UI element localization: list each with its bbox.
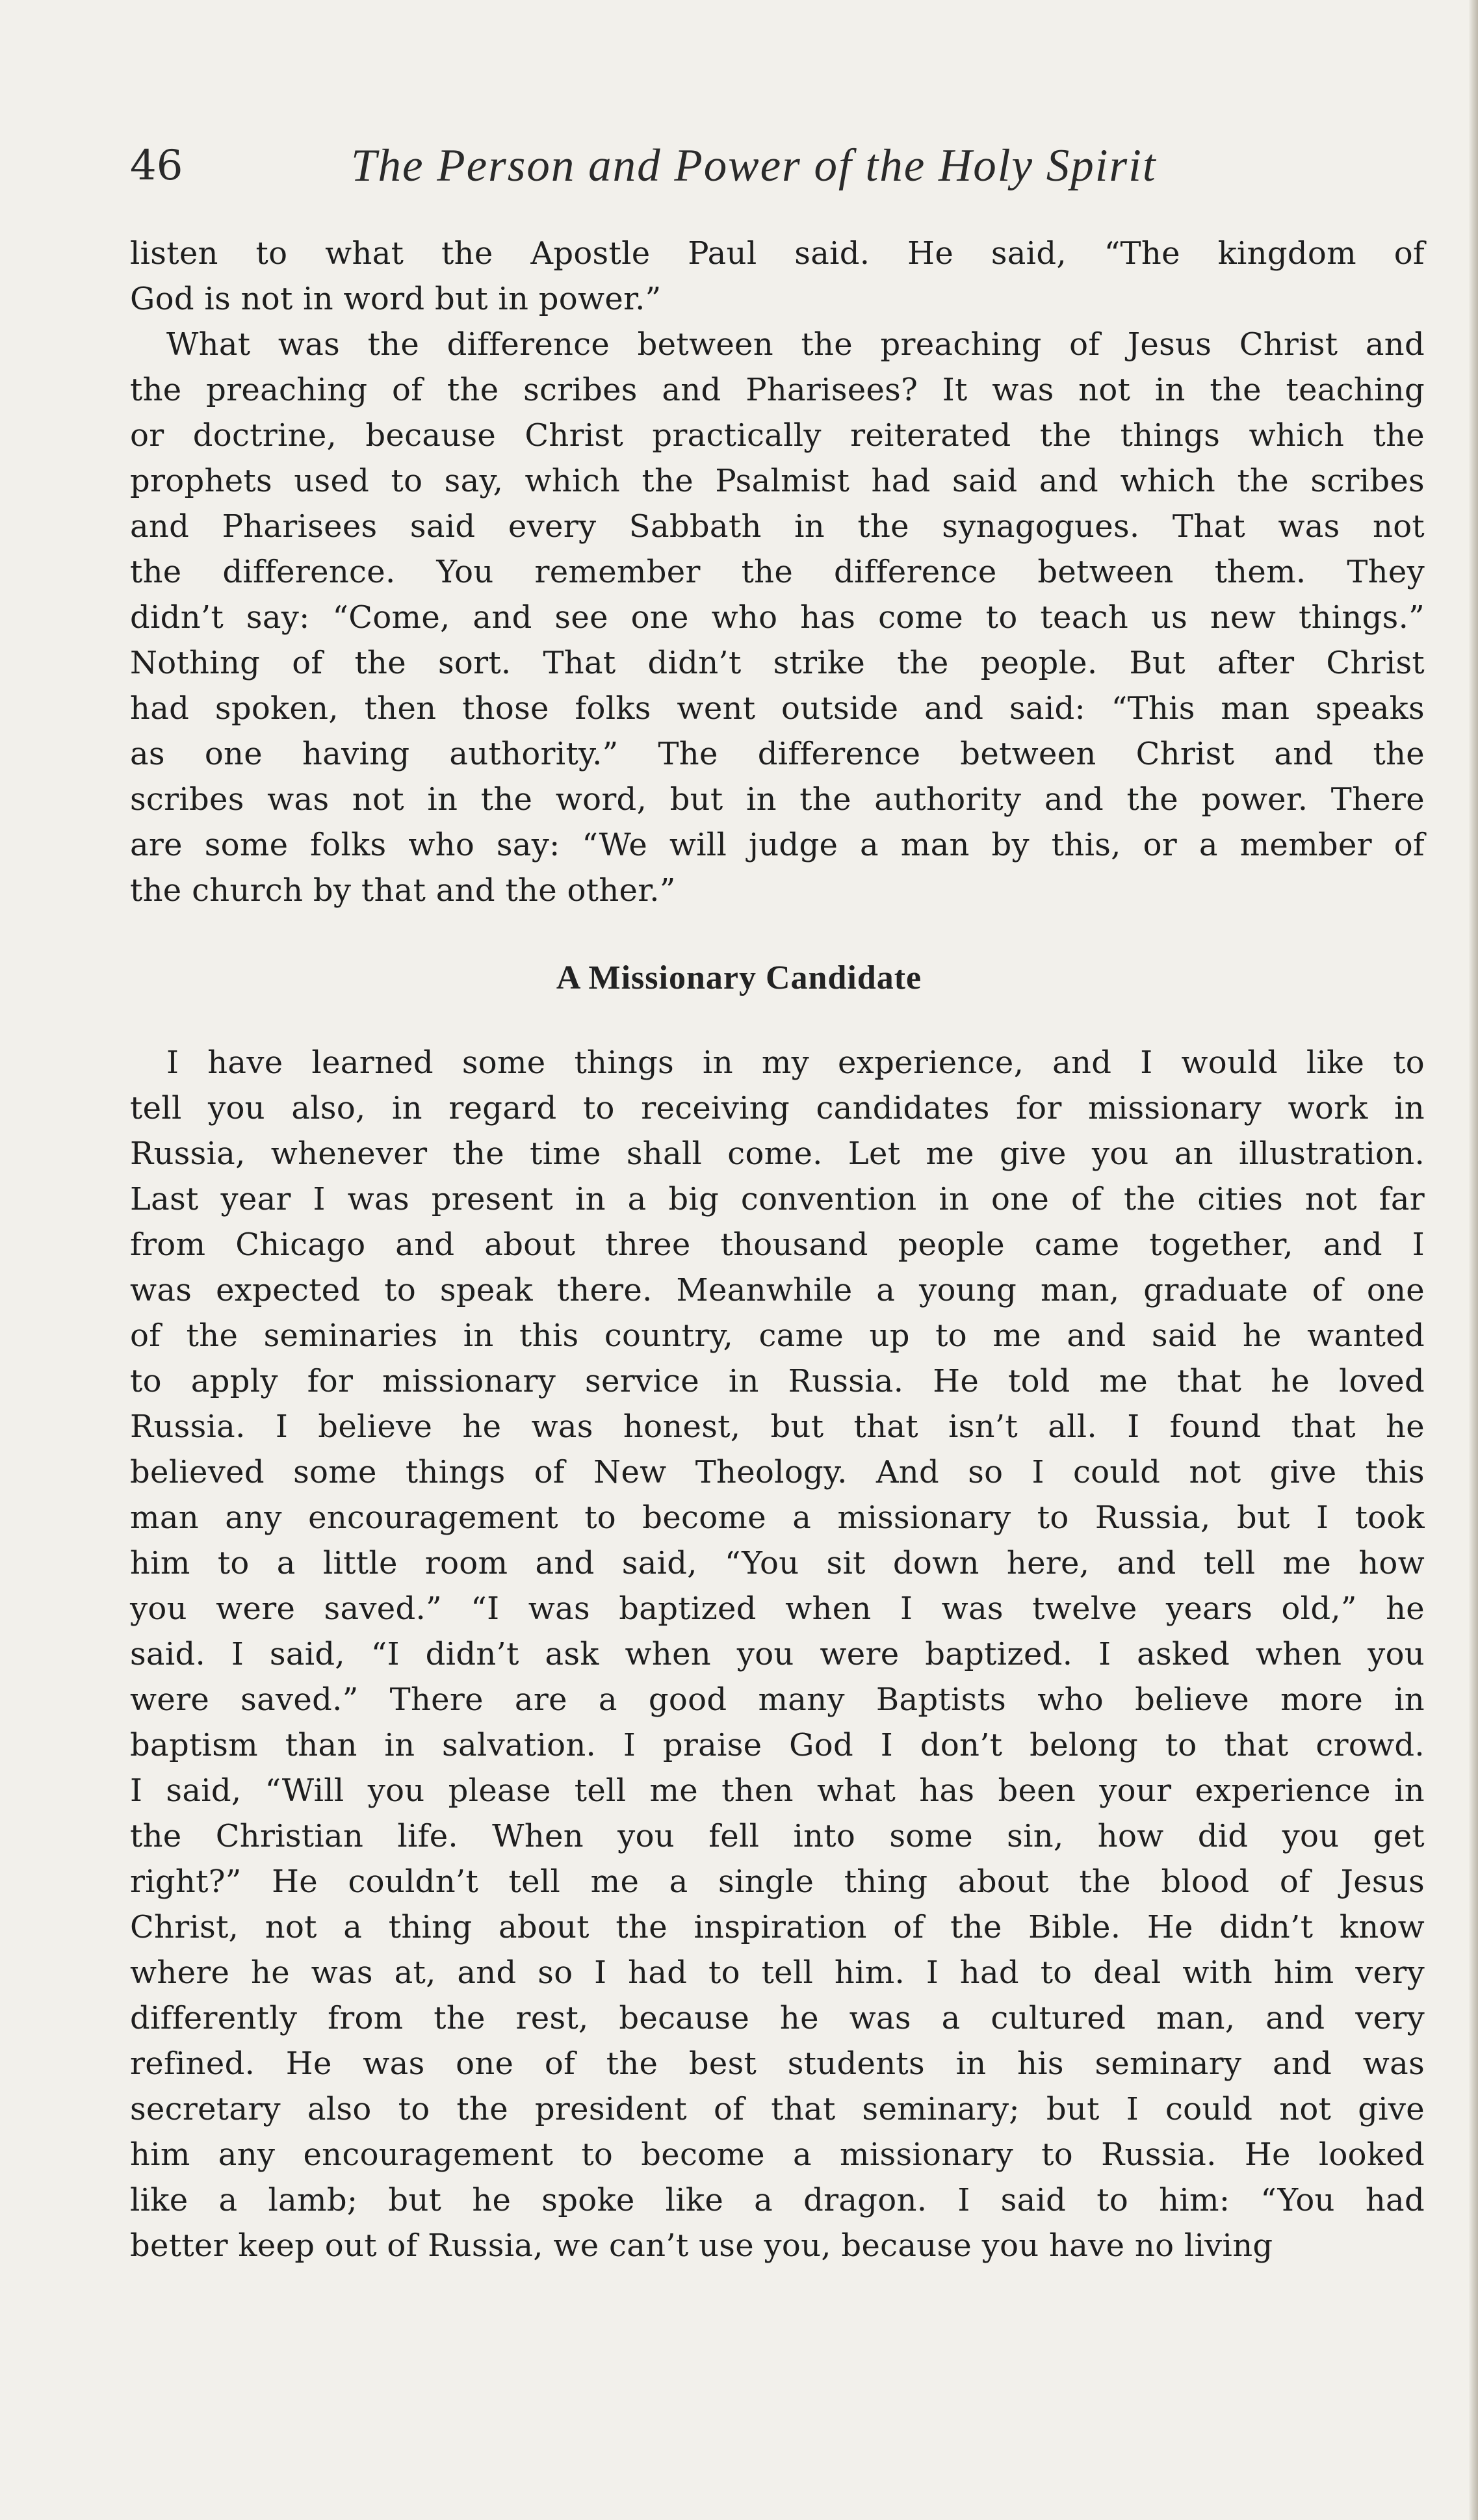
- text-line: differently from the rest, because he was a cultured man, and very: [130, 2000, 1425, 2036]
- text-line: prophets used to say, which the Psalmist had said and which the scribes: [130, 463, 1425, 499]
- paragraph: [130, 1040, 1425, 2268]
- text-line: I have learned some things in my experience, and I would like to: [166, 1045, 1425, 1081]
- text-line: you were saved.” “I was baptized when I was twelve years old,” he: [130, 1591, 1425, 1627]
- page-number: 46: [130, 142, 183, 190]
- text-line: are some folks who say: “We will judge a man by this, or a member of: [130, 827, 1425, 863]
- text-line: God is not in word but in power.”: [130, 281, 662, 317]
- text-line: had spoken, then those folks went outside and said: “This man speaks: [130, 690, 1425, 727]
- text-line: of the seminaries in this country, came up to me and said he wanted: [130, 1318, 1425, 1354]
- text-line: like a lamb; but he spoke like a dragon. I said to him: “You had: [130, 2182, 1425, 2218]
- text-line: the Christian life. When you fell into some sin, how did you get: [130, 1818, 1425, 1854]
- text-line: the difference. You remember the difference between them. They: [130, 554, 1425, 590]
- text-line: listen to what the Apostle Paul said. He said, “The kingdom of: [130, 235, 1425, 272]
- text-line: said. I said, “I didn’t ask when you were baptized. I asked when you: [130, 1636, 1425, 1672]
- text-line: What was the difference between the preaching of Jesus Christ and: [166, 326, 1425, 363]
- paragraph: [130, 231, 1425, 322]
- text-line: Christ, not a thing about the inspiration of the Bible. He didn’t know: [130, 1909, 1425, 1945]
- text-line: where he was at, and so I had to tell him. I had to deal with him very: [130, 1955, 1425, 1991]
- text-line: better keep out of Russia, we can’t use you, because you have no living: [130, 2228, 1273, 2264]
- text-line: the church by that and the other.”: [130, 872, 676, 909]
- body-text-after-heading: [130, 1040, 1425, 2268]
- text-line: to apply for missionary service in Russia. He told me that he loved: [130, 1363, 1425, 1399]
- text-line: refined. He was one of the best students in his seminary and was: [130, 2046, 1425, 2082]
- text-line: him any encouragement to become a missionary to Russia. He looked: [130, 2137, 1425, 2173]
- text-line: I said, “Will you please tell me then what has been your experience in: [130, 1773, 1425, 1809]
- text-line: from Chicago and about three thousand people came together, and I: [130, 1227, 1425, 1263]
- text-line: man any encouragement to become a missionary to Russia, but I took: [130, 1500, 1425, 1536]
- text-line: right?” He couldn’t tell me a single thing about the blood of Jesus: [130, 1864, 1425, 1900]
- running-title: The Person and Power of the Holy Spirit: [351, 140, 1157, 191]
- text-line: Last year I was present in a big convention in one of the cities not far: [130, 1181, 1425, 1217]
- paragraph: [130, 322, 1425, 913]
- text-line: Nothing of the sort. That didn’t strike the people. But after Christ: [130, 645, 1425, 681]
- text-line: baptism than in salvation. I praise God I don’t belong to that crowd.: [130, 1727, 1425, 1763]
- text-line: the preaching of the scribes and Pharisees? It was not in the teaching: [130, 372, 1425, 408]
- text-line: tell you also, in regard to receiving candidates for missionary work in: [130, 1090, 1425, 1126]
- text-line: didn’t say: “Come, and see one who has come to teach us new things.”: [130, 599, 1425, 636]
- text-line: and Pharisees said every Sabbath in the synagogues. That was not: [130, 508, 1425, 545]
- body-text-before-heading: [130, 231, 1425, 913]
- text-line: were saved.” There are a good many Baptists who believe more in: [130, 1682, 1425, 1718]
- text-line: was expected to speak there. Meanwhile a young man, graduate of one: [130, 1272, 1425, 1308]
- text-line: scribes was not in the word, but in the authority and the power. There: [130, 781, 1425, 818]
- section-heading: A Missionary Candidate: [556, 959, 922, 996]
- page-header: [130, 133, 1365, 198]
- page-edge-shadow: [1469, 0, 1478, 2520]
- text-line: or doctrine, because Christ practically reiterated the things which the: [130, 417, 1425, 454]
- text-line: believed some things of New Theology. And so I could not give this: [130, 1454, 1425, 1490]
- text-line: as one having authority.” The difference between Christ and the: [130, 736, 1425, 772]
- text-line: Russia, whenever the time shall come. Let me give you an illustration.: [130, 1136, 1425, 1172]
- text-line: secretary also to the president of that seminary; but I could not give: [130, 2091, 1425, 2127]
- text-line: Russia. I believe he was honest, but that isn’t all. I found that he: [130, 1409, 1425, 1445]
- text-line: him to a little room and said, “You sit down here, and tell me how: [130, 1545, 1425, 1581]
